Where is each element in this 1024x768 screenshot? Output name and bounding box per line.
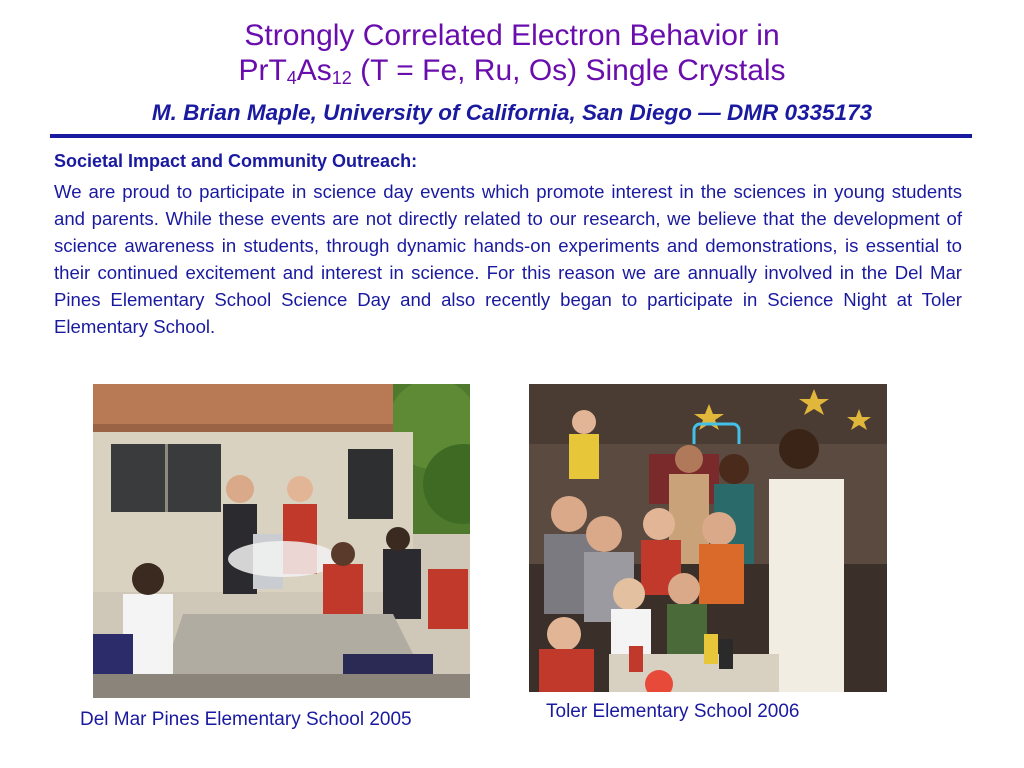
- formula-subscript-1: 4: [286, 68, 297, 88]
- title-line-2: [0, 53, 1024, 88]
- title-divider: [50, 134, 972, 138]
- photo-del-mar-pines: [93, 384, 470, 698]
- slide-title: [0, 18, 1024, 88]
- photo-toler-elementary: [529, 384, 887, 692]
- caption-del-mar-pines: Del Mar Pines Elementary School 2005: [80, 709, 412, 730]
- section-body: We are proud to participate in science day events which promote interest in the sciences in young students and parents. While these events are not directly related to our research, we believe that the development of science awareness in students, through dynamic hands-on experiments and demonstrations, is essential to their continued excitement and interest in science. For this reason we are annually involved in the Del Mar Pines Elementary School Science Day and also recently began to participate in Science Night at Toler Elementary School.: [54, 181, 962, 337]
- author-line: M. Brian Maple, University of California, San Diego — DMR 0335173: [151, 100, 873, 125]
- formula-rest: (T = Fe, Ru, Os) Single Crystals: [351, 54, 786, 87]
- title-line-1: Strongly Correlated Electron Behavior in: [244, 19, 780, 52]
- formula-part-2: As: [296, 54, 332, 87]
- section-heading: Societal Impact and Community Outreach:: [54, 151, 418, 171]
- formula-subscript-2: 12: [331, 68, 352, 88]
- formula-part-1: PrT: [238, 54, 287, 87]
- caption-toler-elementary: Toler Elementary School 2006: [546, 701, 800, 722]
